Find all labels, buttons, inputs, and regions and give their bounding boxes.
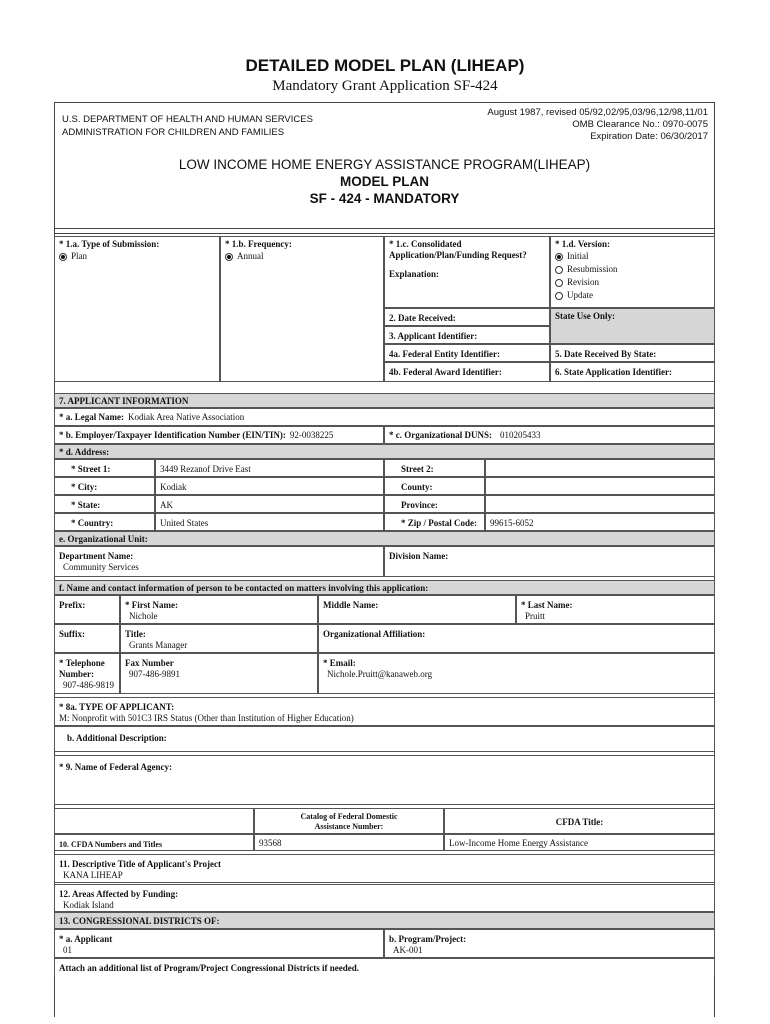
applicant-identifier-field[interactable]: 3. Applicant Identifier: — [384, 326, 550, 344]
section-address: * d. Address: — [54, 444, 715, 459]
model-plan-label: MODEL PLAN — [339, 174, 429, 189]
radio-selected-icon — [59, 253, 67, 261]
radio-selected-icon — [555, 253, 563, 261]
radio-empty-icon — [555, 292, 563, 300]
consolidated-cell: * 1.c. Consolidated Application/Plan/Funding Request? Explanation: — [384, 236, 550, 308]
frequency-cell: * 1.b. Frequency: Annual — [220, 236, 384, 382]
radio-initial[interactable]: Initial — [555, 250, 710, 263]
cfda-title-header: CFDA Title: — [444, 808, 715, 834]
county-label: County: — [384, 477, 485, 495]
radio-plan[interactable]: Plan — [59, 250, 215, 263]
date-received-field[interactable]: 2. Date Received: — [384, 308, 550, 326]
section-applicant-info: 7. APPLICANT INFORMATION — [54, 393, 715, 408]
omb-block — [487, 107, 708, 143]
applicant-type-value: M: Nonprofit with 501C3 IRS Status (Other than Institution of Higher Education) — [59, 713, 354, 723]
radio-empty-icon — [555, 279, 563, 287]
title-field[interactable]: Title: Grants Manager — [120, 624, 318, 653]
submission-type-cell: * 1.a. Type of Submission: Plan — [54, 236, 220, 382]
federal-award-field[interactable]: 4b. Federal Award Identifier: — [384, 362, 550, 382]
duns-field[interactable]: * c. Organizational DUNS: 010205433 — [384, 426, 715, 444]
applicant-district-field[interactable]: * a. Applicant 01 — [54, 929, 384, 958]
document-title: DETAILED MODEL PLAN (LIHEAP) — [245, 56, 525, 75]
province-input[interactable] — [485, 495, 715, 513]
province-label: Province: — [384, 495, 485, 513]
date-by-state-field[interactable]: 5. Date Received By State: — [550, 344, 715, 362]
program-name: LOW INCOME HOME ENERGY ASSISTANCE PROGRAM(LIHEAP) — [178, 157, 591, 172]
section-contact: f. Name and contact information of person to be contacted on matters involving this application: — [54, 580, 715, 595]
program-block — [54, 156, 715, 207]
legal-name-field[interactable]: * a. Legal Name: Kodiak Area Native Association — [54, 408, 715, 426]
state-use-only: State Use Only: — [550, 308, 715, 344]
fax-value: 907-486-9891 — [129, 669, 180, 679]
department-value: Community Services — [63, 562, 139, 572]
applicant-type-field[interactable]: * 8a. TYPE OF APPLICANT: M: Nonprofit with 501C3 IRS Status (Other than Institution of Higher Education) — [54, 697, 715, 726]
cfda-number-input[interactable]: 93568 — [254, 834, 444, 851]
cfda-catalog-header: Catalog of Federal Domestic Assistance Number: — [254, 808, 444, 834]
radio-annual[interactable]: Annual — [225, 250, 379, 263]
section-congressional-districts: 13. CONGRESSIONAL DISTRICTS OF: — [54, 912, 715, 929]
last-name-value: Pruitt — [525, 611, 546, 621]
cfda-header-blank — [54, 808, 254, 834]
duns-value: 010205433 — [500, 430, 541, 440]
zip-label: * Zip / Postal Code: — [384, 513, 485, 531]
project-title-value: KANA LIHEAP — [63, 870, 123, 880]
agency-line2: ADMINISTRATION FOR CHILDREN AND FAMILIES — [62, 127, 285, 138]
title-value: Grants Manager — [129, 640, 188, 650]
radio-update[interactable]: Update — [555, 289, 710, 302]
project-title-field[interactable]: 11. Descriptive Title of Applicant's Project KANA LIHEAP — [54, 854, 715, 883]
fax-field[interactable]: Fax Number 907-486-9891 — [120, 653, 318, 694]
country-label: * Country: — [54, 513, 155, 531]
city-label: * City: — [54, 477, 155, 495]
omb-revised: August 1987, revised 05/92,02/95,03/96,12/98,11/01 — [487, 107, 708, 118]
areas-affected-value: Kodiak Island — [63, 900, 114, 910]
document-subtitle: Mandatory Grant Application SF-424 — [272, 78, 498, 94]
department-field[interactable]: Department Name: Community Services — [54, 546, 384, 577]
suffix-field[interactable]: Suffix: — [54, 624, 120, 653]
agency-line1: U.S. DEPARTMENT OF HEALTH AND HUMAN SERVICES — [62, 114, 313, 125]
section-org-unit: e. Organizational Unit: — [54, 531, 715, 546]
affiliation-field[interactable]: Organizational Affiliation: — [318, 624, 715, 653]
divider — [54, 228, 715, 234]
areas-affected-field[interactable]: 12. Areas Affected by Funding: Kodiak Island — [54, 884, 715, 912]
federal-entity-field[interactable]: 4a. Federal Entity Identifier: — [384, 344, 550, 362]
cfda-title-input[interactable]: Low-Income Home Energy Assistance — [444, 834, 715, 851]
state-input[interactable]: AK — [155, 495, 384, 513]
additional-description-field[interactable]: b. Additional Description: — [54, 726, 715, 752]
email-field[interactable]: * Email: Nichole.Pruitt@kanaweb.org — [318, 653, 715, 694]
street2-label: Street 2: — [384, 459, 485, 477]
country-input[interactable]: United States — [155, 513, 384, 531]
program-district-value: AK-001 — [393, 945, 423, 955]
middle-name-field[interactable]: Middle Name: — [318, 595, 516, 624]
radio-resubmission[interactable]: Resubmission — [555, 263, 710, 276]
last-name-field[interactable]: * Last Name: Pruitt — [516, 595, 715, 624]
radio-empty-icon — [555, 266, 563, 274]
omb-clearance: OMB Clearance No.: 0970-0075 — [572, 119, 708, 130]
applicant-district-value: 01 — [63, 945, 72, 955]
street1-input[interactable]: 3449 Rezanof Drive East — [155, 459, 384, 477]
division-field[interactable]: Division Name: — [384, 546, 715, 577]
program-district-field[interactable]: b. Program/Project: AK-001 — [384, 929, 715, 958]
ein-value: 92-0038225 — [289, 430, 334, 440]
zip-input[interactable]: 99615-6052 — [485, 513, 715, 531]
radio-revision[interactable]: Revision — [555, 276, 710, 289]
county-input[interactable] — [485, 477, 715, 495]
cfda-row-label: 10. CFDA Numbers and Titles — [54, 834, 254, 851]
telephone-field[interactable]: * Telephone Number: 907-486-9819 — [54, 653, 120, 694]
email-value: Nichole.Pruitt@kanaweb.org — [327, 669, 433, 679]
agency-block — [62, 113, 313, 139]
first-name-field[interactable]: * First Name: Nichole — [120, 595, 318, 624]
street2-input[interactable] — [485, 459, 715, 477]
prefix-field[interactable]: Prefix: — [54, 595, 120, 624]
city-input[interactable]: Kodiak — [155, 477, 384, 495]
attach-note: Attach an additional list of Program/Project Congressional Districts if needed. — [54, 958, 715, 976]
federal-agency-field[interactable]: * 9. Name of Federal Agency: — [54, 755, 715, 805]
omb-expiration: Expiration Date: 06/30/2017 — [590, 131, 708, 142]
ein-field[interactable]: * b. Employer/Taxpayer Identification Number (EIN/TIN): 92-0038225 — [54, 426, 384, 444]
first-name-value: Nichole — [129, 611, 158, 621]
state-application-field[interactable]: 6. State Application Identifier: — [550, 362, 715, 382]
telephone-value: 907-486-9819 — [63, 680, 114, 690]
sf424-label: SF - 424 - MANDATORY — [309, 191, 460, 206]
state-label: * State: — [54, 495, 155, 513]
legal-name-value: Kodiak Area Native Association — [128, 412, 245, 422]
radio-selected-icon — [225, 253, 233, 261]
version-cell: * 1.d. Version: Initial Resubmission Revision Update — [550, 236, 715, 308]
street1-label: * Street 1: — [54, 459, 155, 477]
